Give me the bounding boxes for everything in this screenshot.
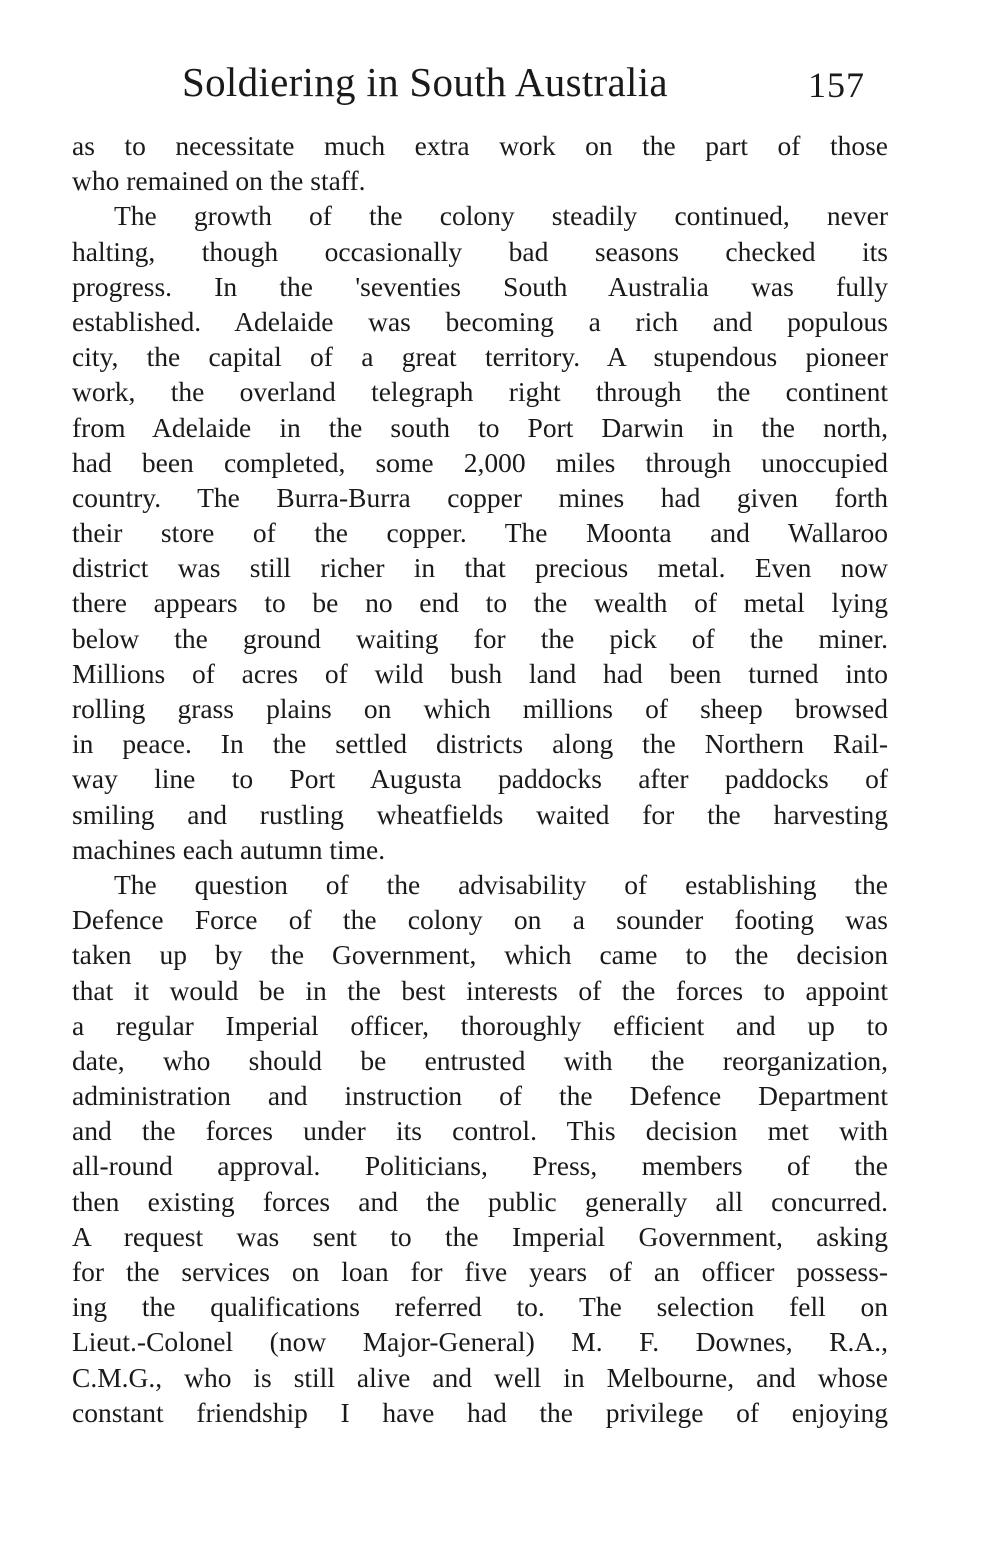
text-line: district was still richer in that precious metal. Even now [72,552,888,584]
text-line: The growth of the colony steadily continued, never [114,200,888,232]
text-line: and the forces under its control. This decision met with [72,1115,888,1147]
text-line: a regular Imperial officer, thoroughly efficient and up to [72,1009,888,1041]
text-line: A request was sent to the Imperial Government, asking [72,1220,888,1252]
page-header [0,58,1000,114]
page-number: 157 [808,65,865,105]
text-line: there appears to be no end to the wealth of metal lying [72,587,888,619]
text-line: halting, though occasionally bad seasons checked its [72,235,888,267]
text-line: ing the qualifications referred to. The selection fell on [72,1291,888,1323]
text-line: in peace. In the settled districts along the Northern Rail- [72,728,888,760]
text-line: date, who should be entrusted with the reorganization, [72,1044,888,1076]
text-line: taken up by the Government, which came to the decision [72,939,888,971]
text-line: city, the capital of a great territory. A stupendous pioneer [72,341,888,373]
text-line: work, the overland telegraph right through the continent [72,376,888,408]
text-line: their store of the copper. The Moonta and Wallaroo [72,517,888,549]
text-line: country. The Burra-Burra copper mines had given forth [72,481,888,513]
text-line: administration and instruction of the Defence Department [72,1080,888,1112]
running-title: Soldiering in South Australia [182,59,668,105]
text-line: Lieut.-Colonel (now Major-General) M. F. Downes, R.A., [72,1326,888,1358]
text-line: Defence Force of the colony on a sounder footing was [72,904,888,936]
text-line: from Adelaide in the south to Port Darwin in the north, [72,411,888,443]
text-line: then existing forces and the public generally all concurred. [72,1185,888,1217]
text-line: as to necessitate much extra work on the part of those [72,130,888,161]
text-line: The question of the advisability of establishing the [114,868,888,900]
text-line: had been completed, some 2,000 miles through unoccupied [72,446,888,478]
text-line: for the services on loan for five years of an officer possess- [72,1256,888,1287]
text-line: machines each autumn time. [72,833,386,865]
text-line: C.M.G., who is still alive and well in Melbourne, and whose [72,1361,888,1393]
text-line: established. Adelaide was becoming a rich and populous [72,305,888,337]
text-line: that it would be in the best interests of the forces to appoint [72,974,888,1006]
text-line: all-round approval. Politicians, Press, members of the [72,1150,888,1182]
text-line: smiling and rustling wheatfields waited for the harvesting [72,798,888,830]
text-line: who remained on the staff. [72,165,366,197]
text-line: Millions of acres of wild bush land had been turned into [72,657,888,689]
text-line: progress. In the 'seventies South Australia was fully [72,270,888,302]
text-line: way line to Port Augusta paddocks after paddocks of [72,763,888,795]
body-text [72,128,888,1430]
text-line: rolling grass plains on which millions of sheep browsed [72,693,888,724]
text-line: constant friendship I have had the privilege of enjoying [72,1396,888,1428]
text-line: below the ground waiting for the pick of the miner. [72,622,888,654]
